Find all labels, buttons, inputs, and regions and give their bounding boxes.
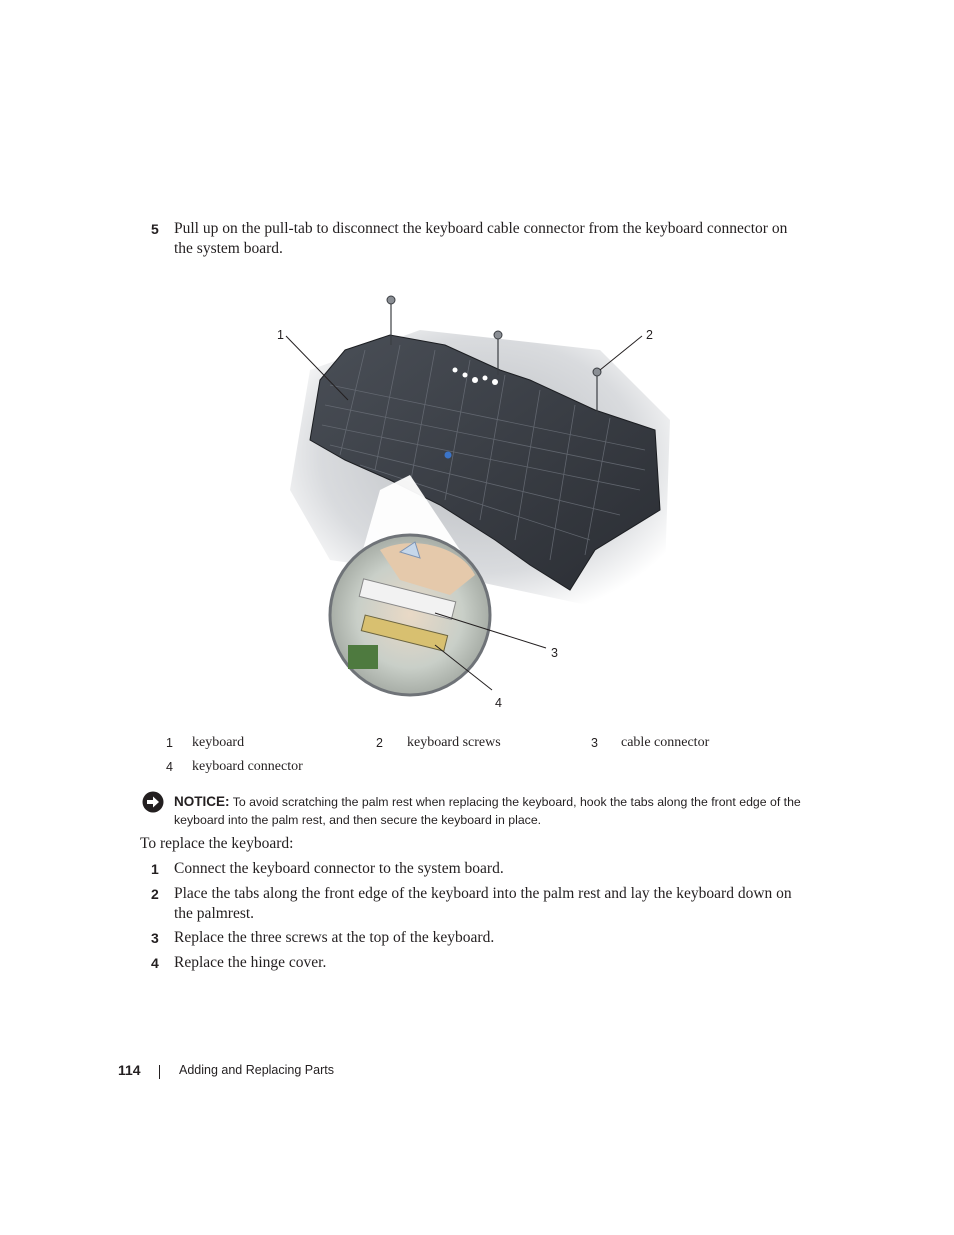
notice-text: To avoid scratching the palm rest when replacing the keyboard, hook the tabs along the front edge of the keyboard into the palm rest, and then secure the keyboard in place. <box>174 795 801 827</box>
callout-4: 4 <box>495 696 502 710</box>
step-number: 5 <box>151 221 159 237</box>
callout-1: 1 <box>277 328 284 342</box>
notice-arrow-icon <box>142 791 164 813</box>
legend-label: keyboard screws <box>407 735 501 750</box>
callout-2: 2 <box>646 328 653 342</box>
callout-3: 3 <box>551 646 558 660</box>
screw-icon <box>494 331 502 339</box>
legend-label: keyboard <box>192 735 245 750</box>
step-number: 3 <box>151 930 159 946</box>
screw-icon <box>593 368 601 376</box>
legend-number: 2 <box>376 736 383 750</box>
notice-label: NOTICE: <box>174 794 230 809</box>
page-number: 114 <box>118 1062 141 1078</box>
step-text-line1: Pull up on the pull-tab to disconnect the keyboard cable connector from the keyboard connector on <box>174 220 788 237</box>
keyboard-removal-figure <box>270 290 690 700</box>
legend-number: 1 <box>166 736 173 750</box>
footer-divider <box>159 1065 160 1079</box>
procedure-intro: To replace the keyboard: <box>140 835 294 852</box>
step-number: 2 <box>151 886 159 902</box>
step-text-line2: the palmrest. <box>174 905 255 922</box>
step-text: Connect the keyboard connector to the system board. <box>174 860 504 877</box>
step-text-line1: Place the tabs along the front edge of the keyboard into the palm rest and lay the keyboard down on <box>174 885 792 902</box>
footer-section-title: Adding and Replacing Parts <box>179 1063 334 1077</box>
step-number: 1 <box>151 861 159 877</box>
legend-number: 3 <box>591 736 598 750</box>
step-text: Replace the three screws at the top of the keyboard. <box>174 929 495 946</box>
legend-label: keyboard connector <box>192 759 303 774</box>
legend-label: cable connector <box>621 735 710 750</box>
step-text: Replace the hinge cover. <box>174 954 327 971</box>
step-text-line2: the system board. <box>174 240 283 257</box>
legend-number: 4 <box>166 760 173 774</box>
screw-icon <box>387 296 395 304</box>
pointing-stick <box>445 452 452 459</box>
notice-block <box>174 793 824 829</box>
step-number: 4 <box>151 955 159 971</box>
keyboard-illustration <box>270 290 690 700</box>
